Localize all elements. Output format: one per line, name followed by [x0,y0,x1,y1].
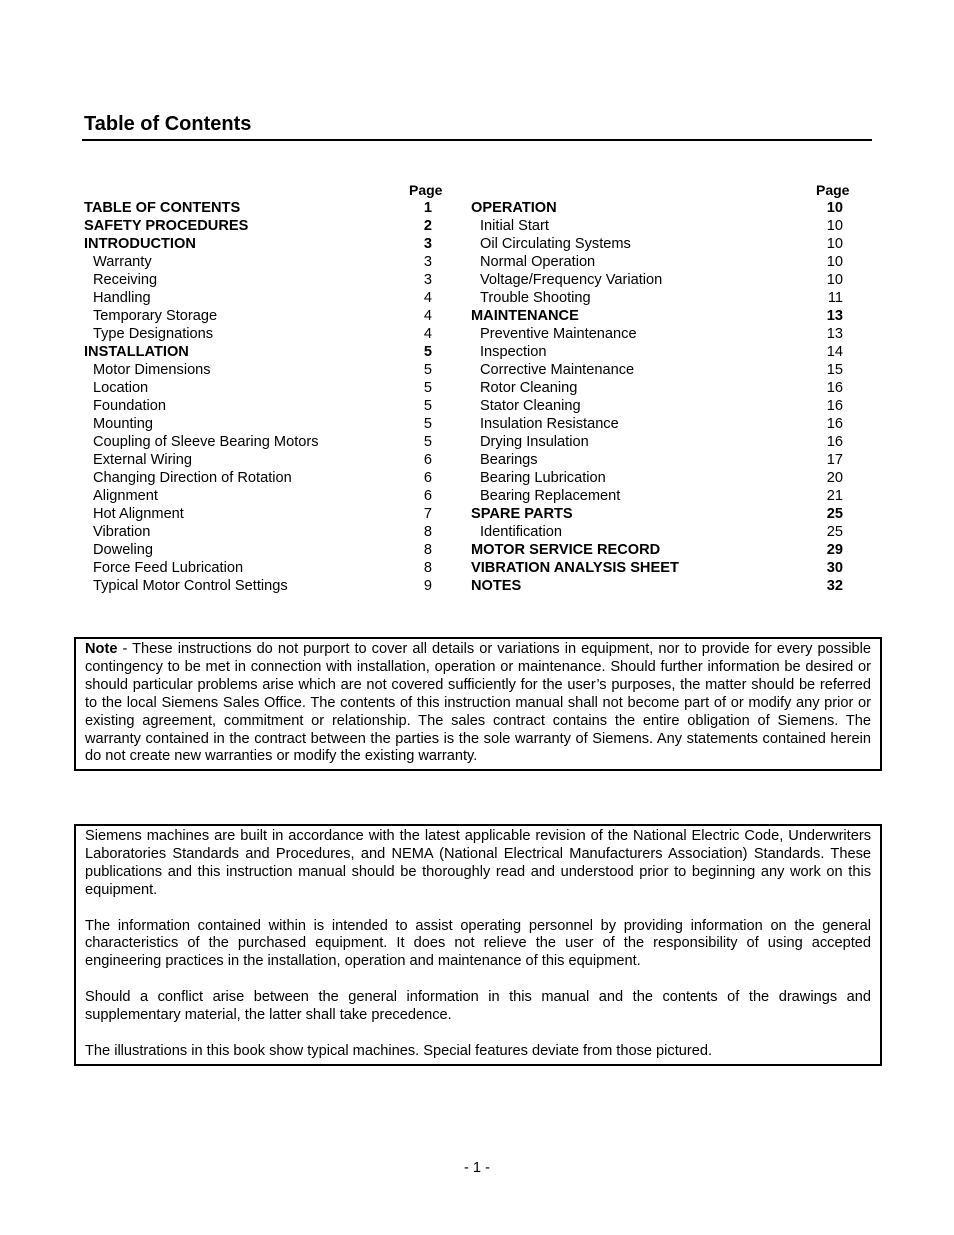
toc-entry [84,505,436,523]
toc-entry-title: Preventive Maintenance [480,326,637,342]
toc-entry-page: 11 [827,290,843,306]
toc-entry-page: 10 [826,254,843,270]
toc-entry-title: Bearing Replacement [480,488,621,504]
toc-entry-title: Bearings [480,452,538,468]
toc-entry-title: Vibration [93,524,151,540]
toc-entry [84,343,436,361]
toc-entry-title: TABLE OF CONTENTS [84,200,241,216]
toc-entry-title: Typical Motor Control Settings [93,578,288,594]
toc-entry-title: OPERATION [471,200,557,216]
toc-entry-page: 13 [826,308,843,324]
toc-entry-page: 9 [423,578,432,594]
title-rule [82,139,872,141]
page-number: - 1 - [464,1160,490,1176]
toc-entry-page: 10 [826,200,843,216]
toc-entry-title: SPARE PARTS [471,506,573,522]
toc-entry [471,235,847,253]
toc-entry-page: 5 [423,380,432,396]
toc-entry-title: Inspection [480,344,547,360]
toc-entry-title: Changing Direction of Rotation [93,470,292,486]
toc-entry [471,307,847,325]
toc-entry-page: 14 [826,344,843,360]
toc-entry [471,217,847,235]
toc-entry-page: 30 [826,560,843,576]
toc-entry-page: 8 [423,542,432,558]
toc-entry-title: MAINTENANCE [471,308,579,324]
toc-entry-page: 17 [826,452,843,468]
info-box [74,824,882,1066]
note-lead: Note [85,641,118,657]
toc-entry-title: Temporary Storage [93,308,218,324]
toc-entry [471,397,847,415]
toc-entry-page: 10 [826,272,843,288]
toc-entry [84,451,436,469]
toc-entry-page: 5 [423,362,432,378]
toc-entry-title: Identification [480,524,562,540]
toc-entry [84,415,436,433]
toc-entry [471,559,847,577]
toc-entry-page: 21 [826,488,843,504]
toc-entry [84,487,436,505]
toc-entry [471,253,847,271]
toc-entry [84,523,436,541]
toc-entry-page: 16 [826,398,843,414]
toc-entry-page: 6 [423,470,432,486]
toc-entry-title: Location [93,380,149,396]
toc-entry-title: Rotor Cleaning [480,380,578,396]
toc-entry [471,361,847,379]
toc-entry-page: 16 [826,380,843,396]
toc-entry-title: Voltage/Frequency Variation [480,272,663,288]
toc-entry [471,487,847,505]
toc-entry-page: 5 [423,344,432,360]
toc-entry-page: 16 [826,416,843,432]
toc-entry [84,577,436,595]
toc-entry [84,361,436,379]
toc-entry [471,577,847,595]
toc-entry-page: 6 [423,488,432,504]
toc-entry-page: 3 [423,236,432,252]
page-column-header-left: Page [409,182,443,198]
note-paragraph [85,641,871,766]
toc-entry [471,505,847,523]
toc-entry [84,217,436,235]
toc-entry-page: 10 [826,218,843,234]
info-paragraph: The illustrations in this book show typical machines. Special features deviate from those pictured. [85,1042,713,1059]
info-paragraph: The information contained within is intended to assist operating personnel by providing information on the general characteristics of the purchased equipment. It does not relieve the user of the responsibility of using accepted engineering practices in the installation, operation and maintenance of this equipment. [85,917,871,970]
toc-entry-page: 4 [423,290,432,306]
toc-entry-page: 5 [423,416,432,432]
toc-entry-page: 13 [826,326,843,342]
toc-entry-title: Coupling of Sleeve Bearing Motors [93,434,319,450]
toc-entry-title: Initial Start [480,218,549,234]
toc-entry-page: 15 [826,362,843,378]
toc-entry-title: NOTES [471,578,522,594]
toc-entry-title: Handling [93,290,151,306]
info-paragraph: Should a conflict arise between the general information in this manual and the contents of the drawings and supplementary material, the latter shall take precedence. [85,989,871,1024]
toc-entry-title: SAFETY PROCEDURES [84,218,249,234]
toc-entry [471,199,847,217]
toc-entry-title: Force Feed Lubrication [93,560,244,576]
toc-entry [84,325,436,343]
toc-entry-page: 8 [423,560,432,576]
toc-entry [84,199,436,217]
toc-entry-page: 7 [423,506,432,522]
toc-entry-page: 25 [826,506,843,522]
toc-entry [84,541,436,559]
toc-entry-page: 1 [423,200,432,216]
toc-entry-page: 5 [423,434,432,450]
toc-entry [84,379,436,397]
toc-entry [471,451,847,469]
toc-entry-title: VIBRATION ANALYSIS SHEET [471,560,679,576]
toc-entry-title: Doweling [93,542,154,558]
toc-entry-title: Stator Cleaning [480,398,581,414]
toc-left-column [84,199,436,595]
toc-entry-page: 4 [423,326,432,342]
toc-entry [84,433,436,451]
toc-entry-title: External Wiring [93,452,192,468]
toc-entry-title: Bearing Lubrication [480,470,606,486]
toc-entry-page: 5 [423,398,432,414]
toc-entry-title: Alignment [93,488,158,504]
toc-entry-page: 10 [826,236,843,252]
toc-entry-title: Insulation Resistance [480,416,619,432]
toc-entry-page: 3 [423,254,432,270]
toc-entry [471,343,847,361]
toc-entry-title: Corrective Maintenance [480,362,635,378]
toc-entry-page: 4 [423,308,432,324]
toc-entry-page: 3 [423,272,432,288]
toc-entry-page: 6 [423,452,432,468]
toc-entry-title: Type Designations [93,326,214,342]
toc-entry [84,289,436,307]
toc-entry [471,325,847,343]
page-title: Table of Contents [84,113,252,135]
toc-entry-page: 2 [423,218,432,234]
page-column-header-right: Page [816,182,850,198]
toc-entry-title: Mounting [93,416,154,432]
toc-entry [471,541,847,559]
toc-entry-page: 20 [826,470,843,486]
toc-entry [84,253,436,271]
toc-entry-title: Oil Circulating Systems [480,236,631,252]
toc-entry [84,271,436,289]
toc-entry [84,559,436,577]
toc-entry-title: Normal Operation [480,254,596,270]
toc-right-column [471,199,847,595]
toc-entry-title: Motor Dimensions [93,362,211,378]
toc-entry-page: 16 [826,434,843,450]
toc-entry [84,469,436,487]
toc-entry [84,397,436,415]
toc-entry [471,379,847,397]
toc-entry-title: Trouble Shooting [480,290,591,306]
toc-entry-title: Receiving [93,272,158,288]
info-paragraph: Siemens machines are built in accordance with the latest applicable revision of the National Electric Code, Underwriters Laboratories Standards and Procedures, and NEMA (National Electrical Manufacturers Association) Standards. These publications and this instruction manual should be thoroughly read and understood prior to beginning any work on this equipment. [85,828,871,898]
toc-entry-title: Warranty [93,254,152,270]
toc-entry [84,235,436,253]
toc-entry [471,433,847,451]
toc-entry-title: Foundation [93,398,167,414]
toc-entry [471,415,847,433]
toc-entry [471,523,847,541]
note-box [74,637,882,771]
toc-entry-page: 8 [423,524,432,540]
note-text: - These instructions do not purport to cover all details or variations in equipment, nor to provide for every possible contingency to be met in connection with installation, operation or maintenance. Should further information be desired or should particular problems arise which are not covered sufficiently for the user’s purposes, the matter should be referred to the local Siemens Sales Office. The contents of this instruction manual shall not become part of or modify any prior or existing agreement, commitment or relationship. The sales contract contains the entire obligation of Siemens. The warranty contained in the contract between the parties is the sole warranty of Siemens. Any statements contained herein do not create new warranties or modify the existing warranty. [85,641,871,765]
toc-entry-title: Drying Insulation [480,434,589,450]
toc-entry-title: INTRODUCTION [84,236,196,252]
toc-entry-title: MOTOR SERVICE RECORD [471,542,661,558]
toc-entry-title: INSTALLATION [84,344,189,360]
toc-entry-page: 32 [826,578,843,594]
toc-entry-page: 25 [826,524,843,540]
toc-entry [471,271,847,289]
toc-entry-page: 29 [826,542,843,558]
toc-entry [471,469,847,487]
toc-entry [471,289,847,307]
toc-entry [84,307,436,325]
toc-entry-title: Hot Alignment [93,506,184,522]
